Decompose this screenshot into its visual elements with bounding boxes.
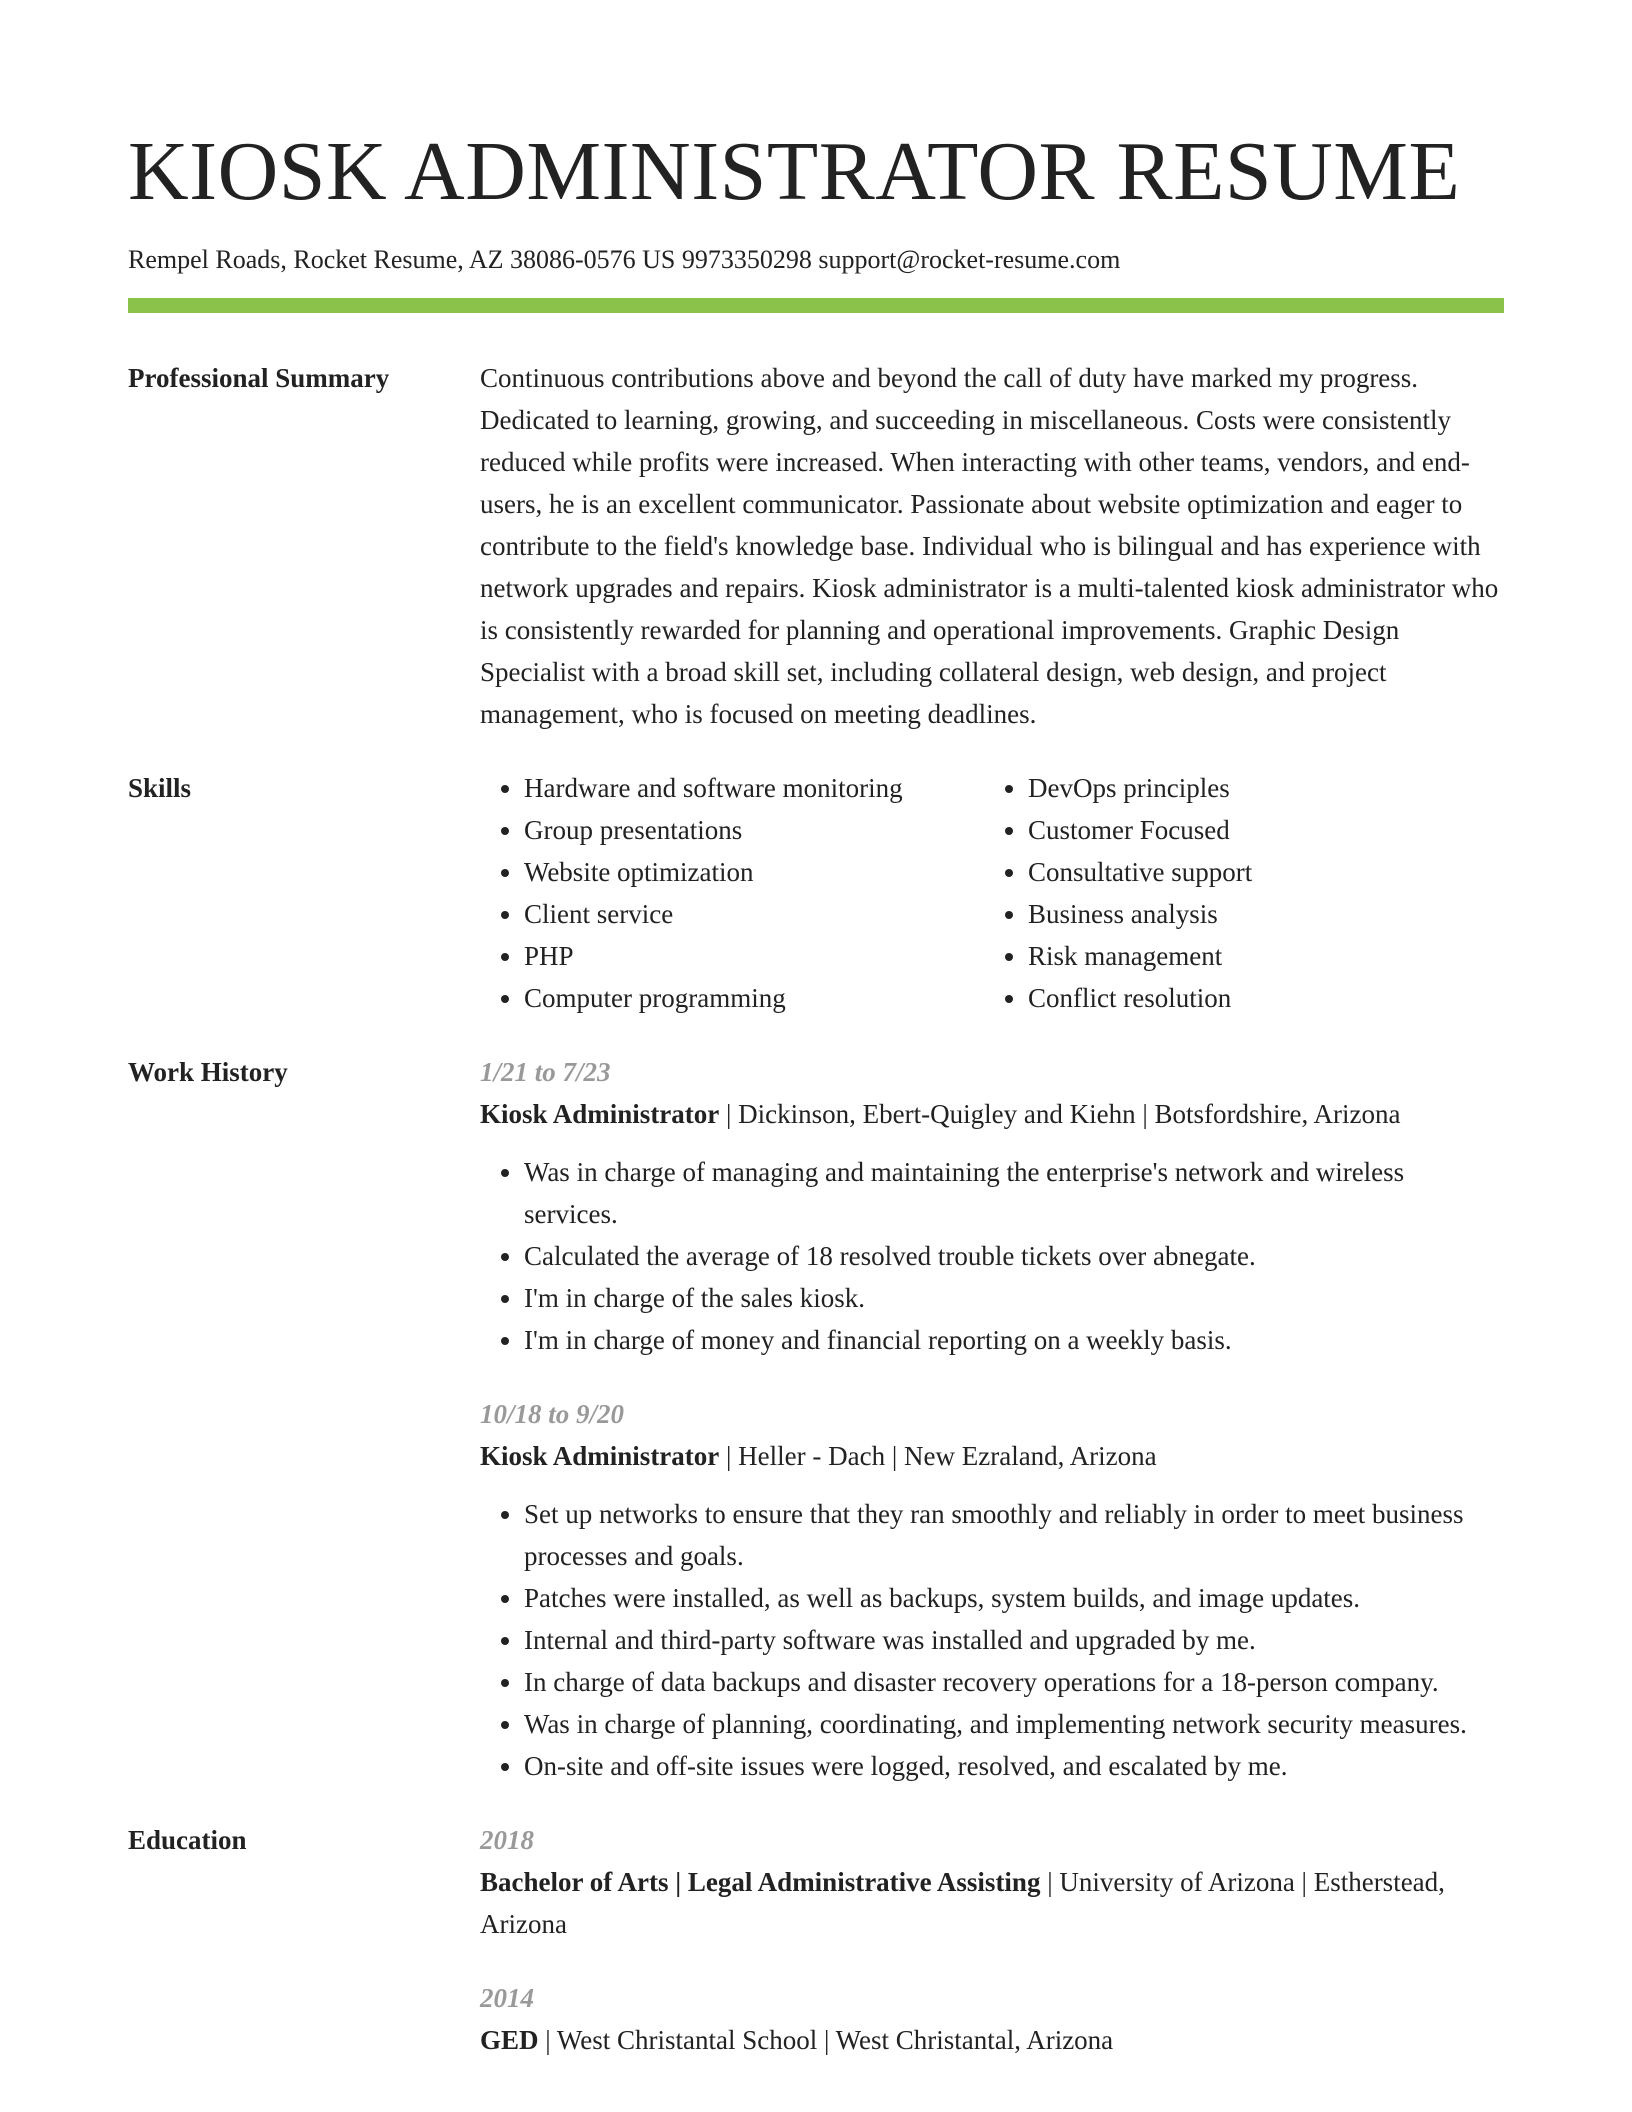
job-employer: | Dickinson, Ebert-Quigley and Kiehn | Botsfordshire, Arizona [719, 1099, 1401, 1129]
summary-section [128, 357, 1504, 735]
job-title-line [480, 1435, 1504, 1477]
contact-line: Rempel Roads, Rocket Resume, AZ 38086-0576 US 9973350298 support@rocket-resume.com [128, 245, 1121, 274]
job-role: Kiosk Administrator [480, 1441, 720, 1471]
job-bullet: • I'm in charge of the sales kiosk. [524, 1277, 1504, 1319]
resume-page [128, 0, 1504, 2061]
job-bullet: • In charge of data backups and disaster recovery operations for a 18-person company. [524, 1661, 1504, 1703]
skill-item: • DevOps principles [1028, 767, 1488, 809]
education-entry [480, 1977, 1504, 2061]
job-employer: | Heller - Dach | New Ezraland, Arizona [719, 1441, 1157, 1471]
education-section [128, 1819, 1504, 2061]
resume-title: KIOSK ADMINISTRATOR RESUME [128, 125, 1461, 218]
skill-item: • Computer programming [524, 977, 984, 1019]
job-bullet: • Was in charge of planning, coordinating, and implementing network security measures. [524, 1703, 1504, 1745]
work-history-heading: Work History [128, 1057, 288, 1087]
skill-item: • Conflict resolution [1028, 977, 1488, 1019]
header-divider [128, 298, 1504, 313]
job-bullet: • On-site and off-site issues were logged, resolved, and escalated by me. [524, 1745, 1504, 1787]
education-heading: Education [128, 1825, 247, 1855]
education-line [480, 1861, 1504, 1945]
job-entry [480, 1051, 1504, 1361]
skill-item: • Hardware and software monitoring [524, 767, 984, 809]
skills-heading: Skills [128, 773, 192, 803]
summary-heading: Professional Summary [128, 363, 390, 393]
job-bullet: • Internal and third-party software was installed and upgraded by me. [524, 1619, 1504, 1661]
job-bullet: • Was in charge of managing and maintaining the enterprise's network and wireless services. [524, 1151, 1504, 1235]
skill-item: • PHP [524, 935, 984, 977]
job-entry [480, 1393, 1504, 1787]
education-degree: GED [480, 2025, 539, 2055]
job-bullet: • Patches were installed, as well as backups, system builds, and image updates. [524, 1577, 1504, 1619]
job-bullet: • I'm in charge of money and financial reporting on a weekly basis. [524, 1319, 1504, 1361]
job-dates: 1/21 to 7/23 [480, 1057, 611, 1087]
job-bullet: • Set up networks to ensure that they ran smoothly and reliably in order to meet business processes and goals. [524, 1493, 1504, 1577]
skill-item: • Client service [524, 893, 984, 935]
education-school: | University of Arizona | Estherstead, Arizona [480, 1867, 1445, 1939]
skill-item: • Customer Focused [1028, 809, 1488, 851]
skills-list-left [480, 767, 984, 1019]
job-bullets [480, 1493, 1504, 1787]
job-dates: 10/18 to 9/20 [480, 1399, 625, 1429]
education-line [480, 2019, 1504, 2061]
skill-item: • Website optimization [524, 851, 984, 893]
skill-item: • Risk management [1028, 935, 1488, 977]
skill-item: • Business analysis [1028, 893, 1488, 935]
education-degree: Bachelor of Arts | Legal Administrative Assisting [480, 1867, 1041, 1897]
skill-item: • Group presentations [524, 809, 984, 851]
skills-list-right [984, 767, 1488, 1019]
job-bullet: • Calculated the average of 18 resolved trouble tickets over abnegate. [524, 1235, 1504, 1277]
skills-section [128, 767, 1504, 1019]
education-school: | West Christantal School | West Christantal, Arizona [538, 2025, 1114, 2055]
job-bullets [480, 1151, 1504, 1361]
skill-item: • Consultative support [1028, 851, 1488, 893]
summary-text: Continuous contributions above and beyond the call of duty have marked my progress. Dedicated to learning, growing, and succeeding in miscellaneous. Costs were consistently reduced while profits were increased. When interacting with other teams, vendors, and end-users, he is an excellent communicator. Passionate about website optimization and eager to contribute to the field's knowledge base. Individual who is bilingual and has experience with network upgrades and repairs. Kiosk administrator is a multi-talented kiosk administrator who is consistently rewarded for planning and operational improvements. Graphic Design Specialist with a broad skill set, including collateral design, web design, and project management, who is focused on meeting deadlines. [480, 363, 1499, 729]
education-entry [480, 1819, 1504, 1945]
job-role: Kiosk Administrator [480, 1099, 720, 1129]
education-year: 2014 [480, 1983, 534, 2013]
education-year: 2018 [480, 1825, 534, 1855]
job-title-line [480, 1093, 1504, 1135]
work-history-section [128, 1051, 1504, 1787]
